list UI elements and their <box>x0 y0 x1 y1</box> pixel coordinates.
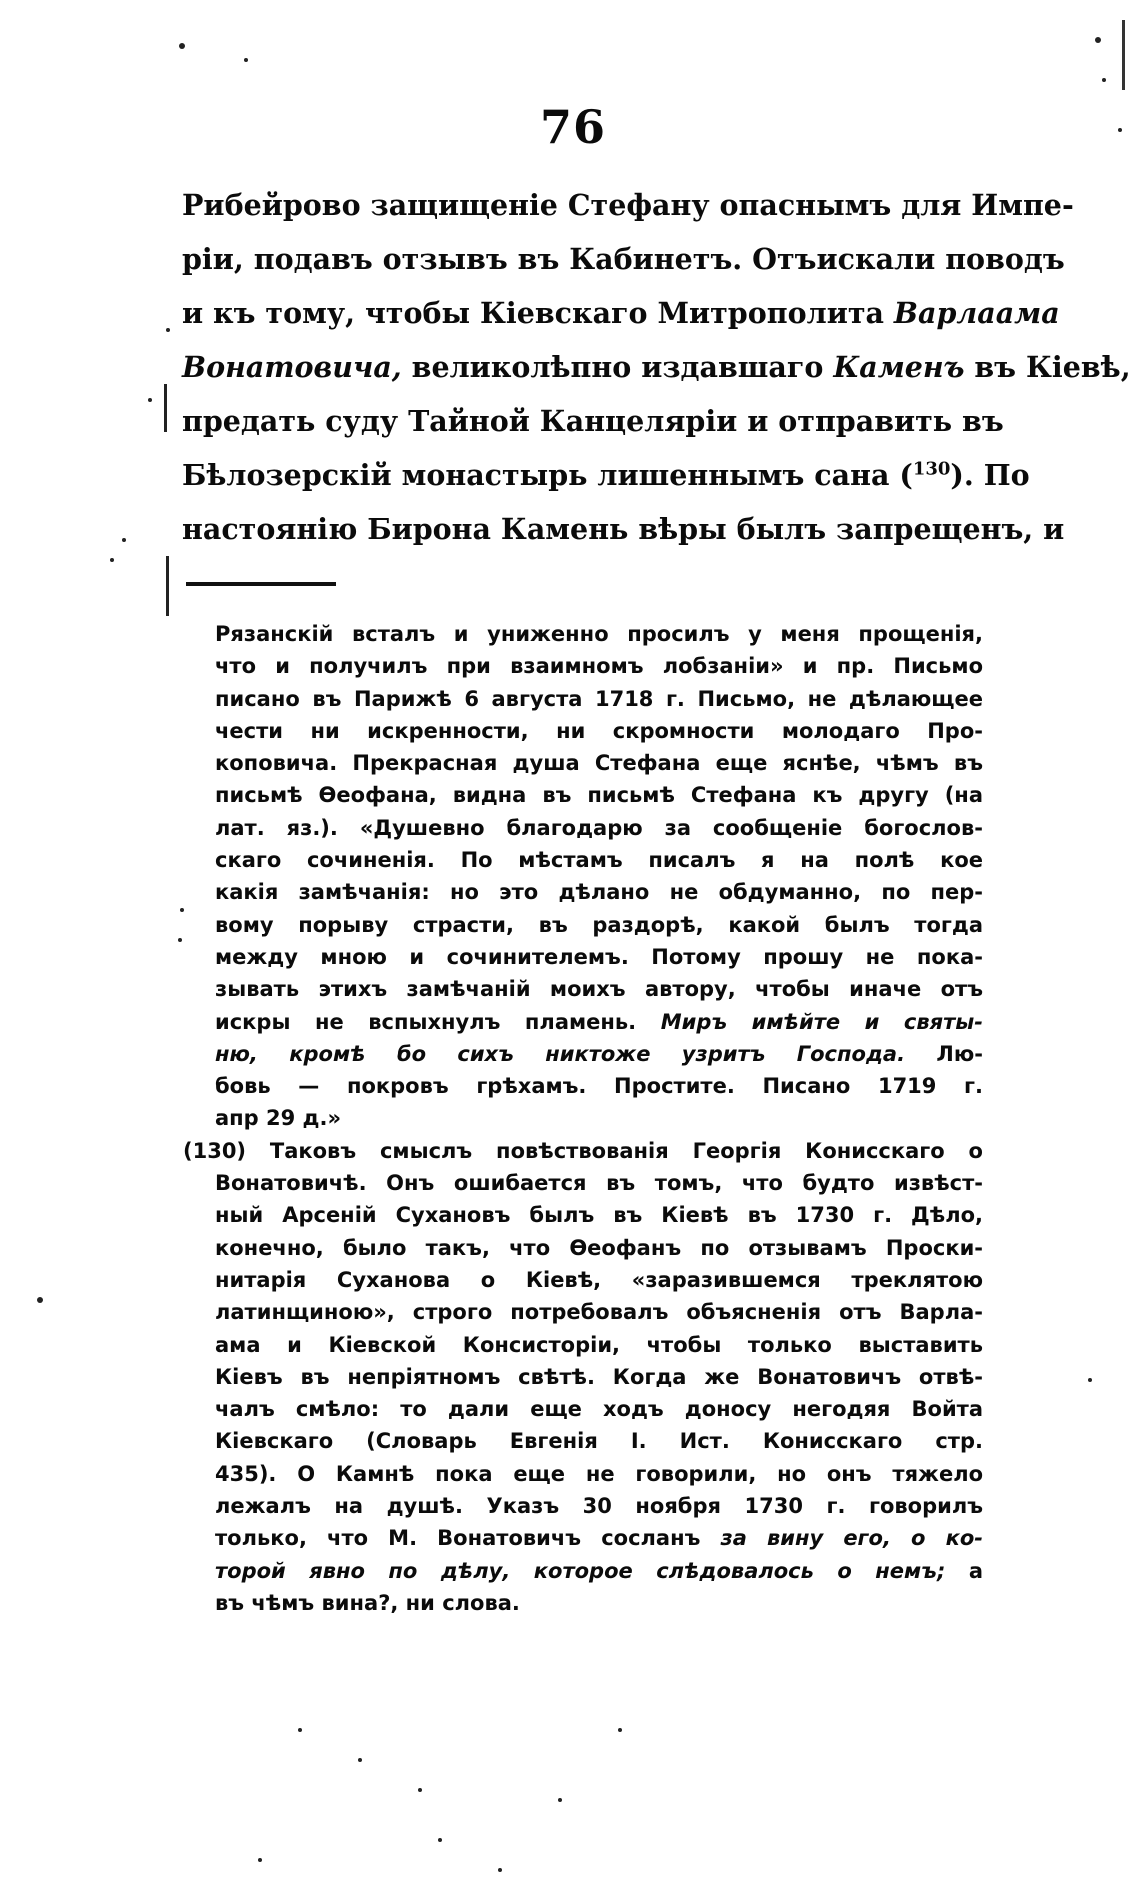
footnote-line: Вонатовичѣ. Онъ ошибается въ томъ, что будто извѣст- <box>215 1171 983 1196</box>
main-line: ріи, подавъ отзывъ въ Кабинетъ. Отъискали поводъ <box>182 242 1065 276</box>
footnote-line: Кіевскаго (Словарь Евгенія I. Ист. Конисскаго стр. <box>215 1429 983 1454</box>
italic-name: Вонатовича, <box>182 350 402 384</box>
footnote-line: какія замѣчанія: но это дѣлано не обдуманно, по пер- <box>215 880 983 905</box>
footnote-line: между мною и сочинителемъ. Потому прошу не пока- <box>215 944 983 969</box>
footnotes <box>183 618 983 1619</box>
footnote-line: что и получилъ при взаимномъ лобзаніи» и пр. Письмо <box>215 654 983 679</box>
footnote-line: конечно, было такъ, что Ѳеофанъ по отзывамъ Проски- <box>215 1235 983 1260</box>
italic-name: Варлаама <box>893 296 1060 330</box>
footnote-line: Кіевъ въ непріятномъ свѣтѣ. Когда же Вонатовичъ отвѣ- <box>215 1364 983 1389</box>
footnote-line: скаго сочиненія. По мѣстамъ писалъ я на полѣ кое <box>215 848 983 873</box>
footnote-line: письмѣ Ѳеофана, видна въ письмѣ Стефана къ другу (на <box>215 783 983 808</box>
footnote-line: ама и Кіевской Консисторіи, чтобы только выставить <box>215 1332 983 1357</box>
footnote-line: латинщиною», строго потребовалъ объясненія отъ Варла- <box>215 1300 983 1325</box>
footnote-line: ный Арсеній Сухановъ былъ въ Кіевѣ въ 1730 г. Дѣло, <box>215 1203 983 1228</box>
footnote-line: апр 29 д.» <box>215 1106 342 1131</box>
main-line: Рибейрово защищеніе Стефану опаснымъ для Импе- <box>182 188 1074 222</box>
footnote-line: зывать этихъ замѣчаній моихъ автору, чтобы иначе отъ <box>215 977 983 1002</box>
footnote-line: писано въ Парижѣ 6 августа 1718 г. Письмо, не дѣлающее <box>215 686 983 711</box>
footnote-line: Рязанскій всталъ и униженно просилъ у меня прощенія, <box>215 622 983 646</box>
footnote-line: торой явно по дѣлу, которое слѣдовалось о немъ; а <box>215 1558 984 1583</box>
footnote-line: вому порыву страсти, въ раздорѣ, какой былъ тогда <box>215 912 983 937</box>
footnote-line: только, что М. Вонатовичъ сосланъ за вину его, о ко- <box>215 1526 983 1551</box>
page-number: 76 <box>540 100 607 154</box>
footnote-line: нитарія Суханова о Кіевѣ, «заразившемся треклятою <box>215 1267 983 1292</box>
footnote-line: чалъ смѣло: то дали еще ходъ доносу негодяя Войта <box>215 1397 983 1422</box>
italic-title: Каменъ <box>833 350 965 384</box>
main-line: Вонатовича, великолѣпно издавшаго Каменъ въ Кіевѣ, <box>182 350 1131 384</box>
footnote-line: бовь — покровъ грѣхамъ. Простите. Писано 1719 г. <box>215 1074 983 1099</box>
footnote-130 <box>183 1135 983 1619</box>
footnote-continuation <box>183 618 983 1135</box>
footnote-line: лежалъ на душѣ. Указъ 30 ноября 1730 г. говорилъ <box>215 1494 983 1519</box>
main-line: Бѣлозерскій монастырь лишеннымъ сана ($^{130}$). По <box>182 458 1030 492</box>
footnote-reference: 130 <box>912 458 951 480</box>
footnote-line: 435). О Камнѣ пока еще не говорили, но онъ тяжело <box>215 1461 983 1486</box>
footnote-line: искры не вспыхнулъ пламень. Миръ имѣйте и святы- <box>215 1009 984 1034</box>
footnote-line: (130) Таковъ смыслъ повѣствованія Георгія Конисскаго о <box>183 1138 983 1163</box>
main-line: настоянію Бирона Камень вѣры былъ запрещенъ, и <box>182 512 1065 546</box>
main-text <box>182 178 1131 556</box>
footnote-line: ню, кромѣ бо сихъ никтоже узритъ Господа. Лю- <box>215 1041 983 1066</box>
footnote-line: коповича. Прекрасная душа Стефана еще яснѣе, чѣмъ въ <box>215 751 983 776</box>
footnote-line: въ чѣмъ вина?, ни слова. <box>215 1590 520 1615</box>
footnote-line: лат. яз.). «Душевно благодарю за сообщеніе богослов- <box>215 815 983 840</box>
footnote-line: чести ни искренности, ни скромности молодаго Про- <box>215 718 983 743</box>
footnote-divider <box>186 582 336 586</box>
main-line: предать суду Тайной Канцеляріи и отправить въ <box>182 404 1004 438</box>
main-line: и къ тому, чтобы Кіевскаго Митрополита Варлаама <box>182 296 1060 330</box>
